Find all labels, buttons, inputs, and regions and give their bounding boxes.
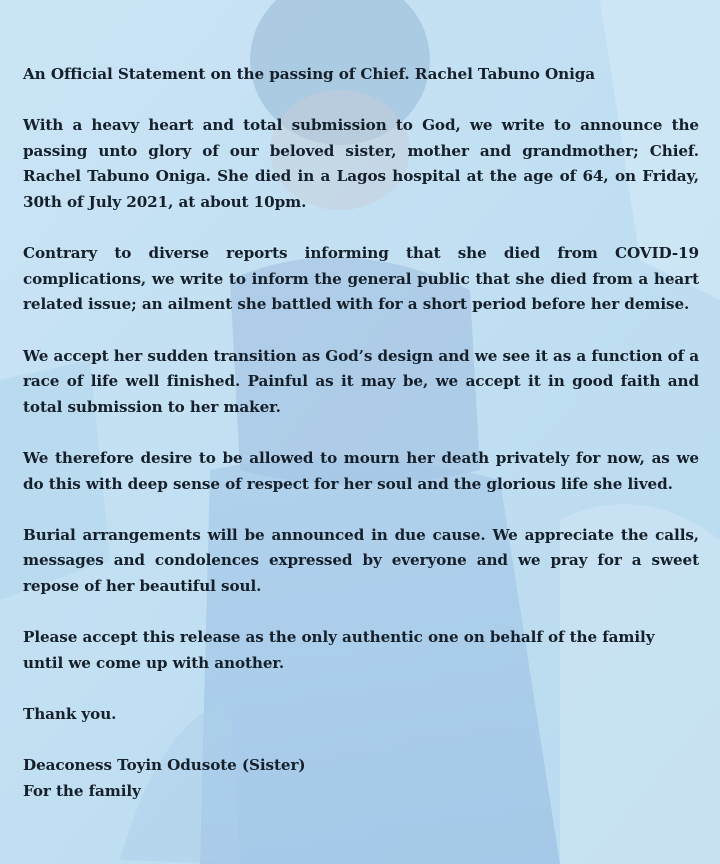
paragraph: With a heavy heart and total submission to God, we write to announce the passing unto glory of our beloved sister, mother and grandmother; Chief. Rachel Tabuno Oniga. She died in a Lagos hospital at the age of 64, on Friday, 30th of July 2021, at about 10pm. [23, 116, 699, 211]
signature-block [23, 753, 699, 804]
paragraph: Contrary to diverse reports informing that she died from COVID-19 complications, we write to inform the general public that she died from a heart related issue; an ailment she battled with for a short period before her demise. [23, 244, 699, 314]
paragraph: We accept her sudden transition as God’s design and we see it as a function of a race of life well finished. Painful as it may be, we accept it in good faith and total submission to her maker. [23, 346, 699, 416]
statement-title: An Official Statement on the passing of Chief. Rachel Tabuno Oniga [23, 65, 596, 83]
paragraph: We therefore desire to be allowed to mourn her death privately for now, as we do this with deep sense of respect for her soul and the glorious life she lived. [23, 448, 699, 493]
paragraph: Burial arrangements will be announced in due cause. We appreciate the calls, messages and condolences expressed by everyone and we pray for a sweet repose of her beautiful soul. [23, 525, 699, 595]
paragraph: Please accept this release as the only authentic one on behalf of the family until we come up with another. [23, 628, 655, 672]
signature-name: Deaconess Toyin Odusote (Sister) [23, 756, 306, 775]
statement-text [23, 62, 699, 804]
closing-line: Thank you. [23, 704, 117, 723]
signature-subtitle: For the family [23, 781, 141, 800]
